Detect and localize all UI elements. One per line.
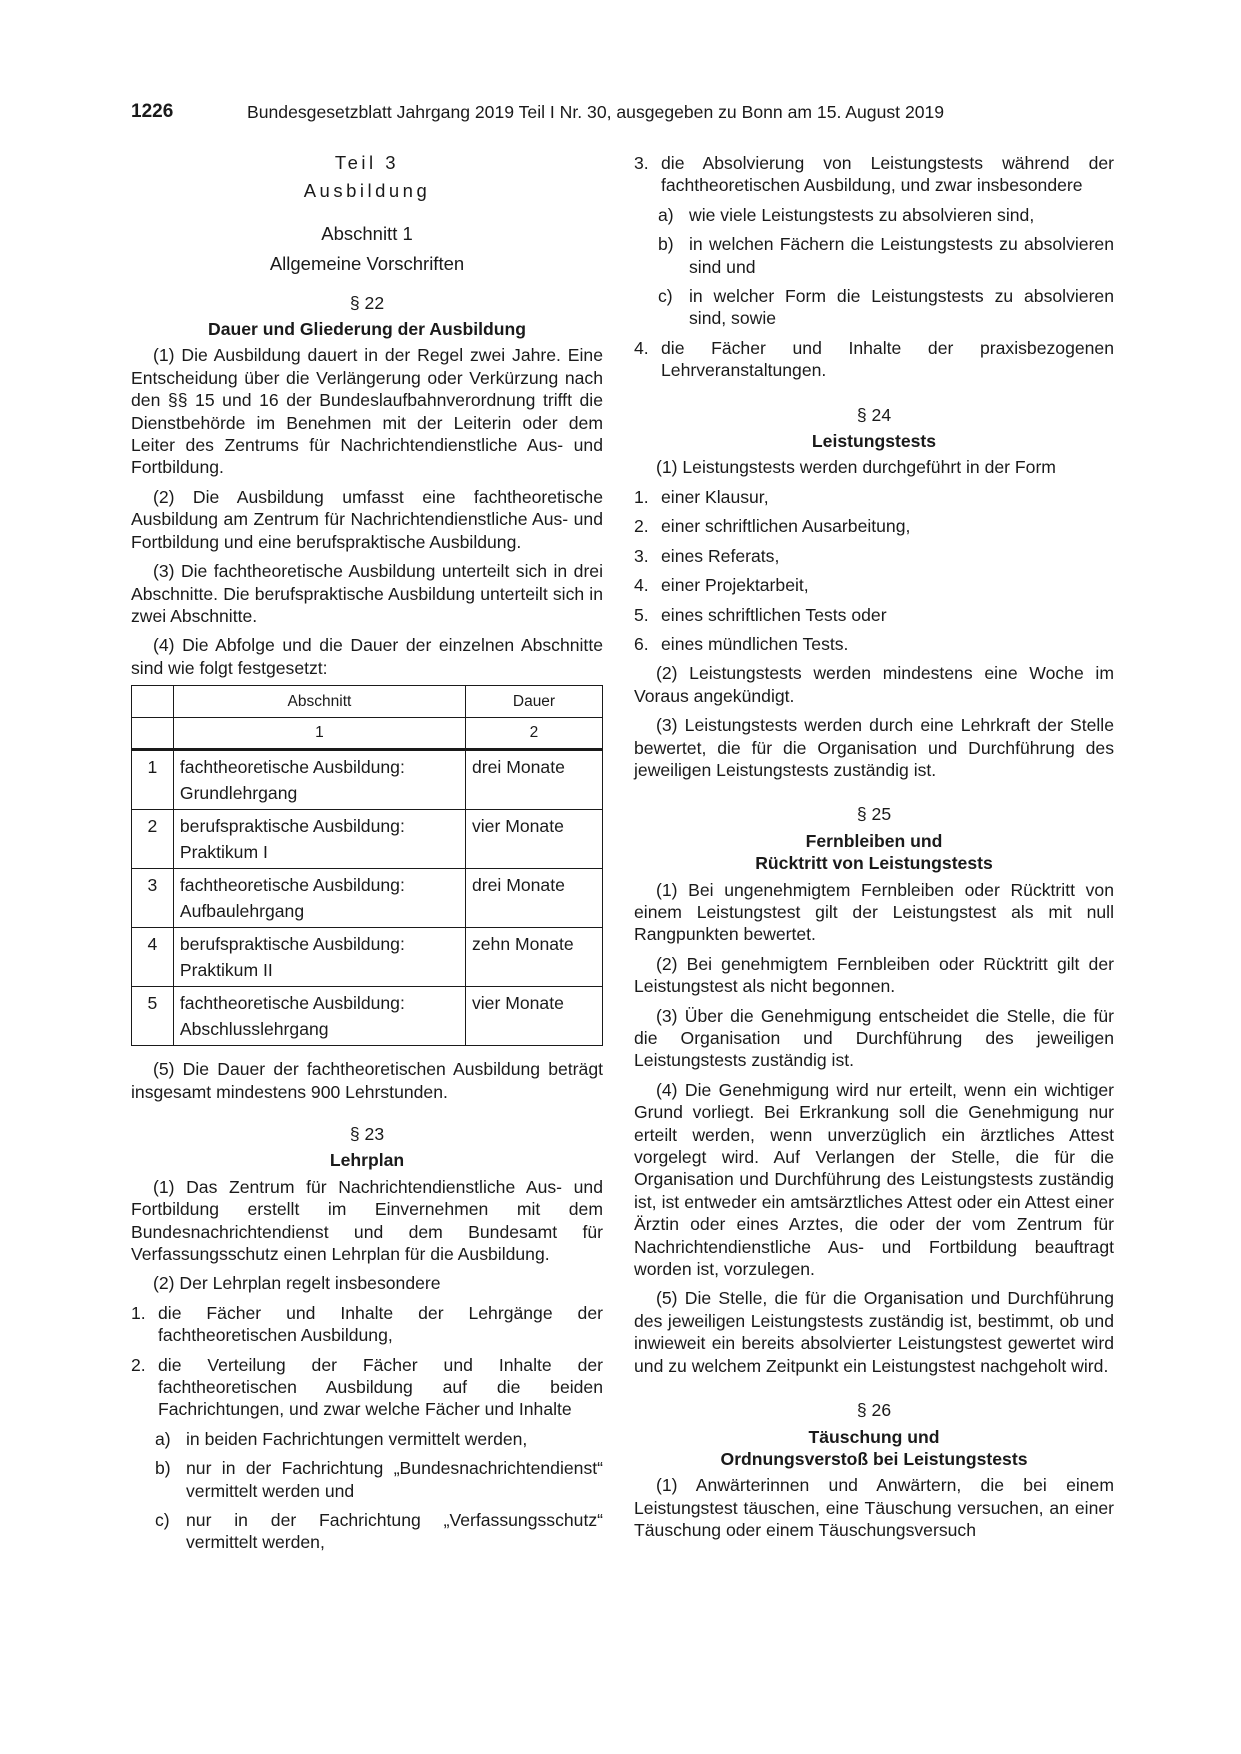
p24-abs1: (1) Leistungstests werden durchgeführt in der Form xyxy=(656,457,1056,478)
table-cell-dauer: zehn Monate xyxy=(465,928,602,987)
table-cell-nr: 1 xyxy=(132,750,174,810)
list-item xyxy=(634,633,1114,655)
section-heading: Abschnitt 1 xyxy=(321,222,413,244)
list-item xyxy=(634,486,1114,508)
abschnitt-type: fachtheoretische Ausbildung: xyxy=(179,757,405,778)
sub-list-item-text: wie viele Leistungstests zu absolvieren sind, xyxy=(689,204,1035,225)
p25-abs5: (5) Die Stelle, die für die Organisation und Durchführung des jeweiligen Leistungstests zuständig ist, bestimmt, ob und inwieweit ein bereits absolvierter Leistungstest gewertet wird und zu welchem Zeitpunkt ein Leistungstest nachgeholt wird. xyxy=(634,1288,1114,1376)
abschnitt-name: Grundlehrgang xyxy=(179,783,298,804)
sub-list-item xyxy=(634,204,1114,226)
table-header-abschnitt: Abschnitt xyxy=(173,686,465,718)
p22-abs5: (5) Die Dauer der fachtheoretischen Ausbildung beträgt insgesamt mindestens 900 Lehrstunden. xyxy=(131,1059,603,1102)
running-head: Bundesgesetzblatt Jahrgang 2019 Teil I Nr. 30, ausgegeben zu Bonn am 15. August 2019 xyxy=(247,102,945,122)
list-item-number: 3. xyxy=(634,545,649,566)
list-item xyxy=(131,1354,603,1421)
p24-abs3: (3) Leistungstests werden durch eine Lehrkraft der Stelle bewertet, die für die Organisation und Durchführung des jeweiligen Leistungstests zuständig ist. xyxy=(634,715,1114,780)
table-cell-nr: 5 xyxy=(132,987,174,1046)
page-number: 1226 xyxy=(131,101,174,122)
sub-list-item xyxy=(131,1428,603,1450)
list-item-number: 4. xyxy=(634,337,649,358)
sub-list-item-text: nur in der Fachrichtung „Verfassungsschutz“ vermittelt werden, xyxy=(186,1510,603,1553)
abschnitt-type: fachtheoretische Ausbildung: xyxy=(179,875,405,896)
table-cell-dauer: drei Monate xyxy=(465,869,602,928)
page-header xyxy=(131,101,1115,127)
table-cell-abschnitt xyxy=(173,928,465,987)
sub-list-item-letter: c) xyxy=(155,1510,170,1531)
p25-abs1: (1) Bei ungenehmigtem Fernbleiben oder Rücktritt von einem Leistungstest gilt der Leistungstest als mit null Rangpunkten bewertet. xyxy=(634,879,1114,945)
table-header-dauer: Dauer xyxy=(465,686,602,718)
list-item-text: eines Referats, xyxy=(661,545,780,566)
table-cell-nr: 2 xyxy=(132,810,174,869)
list-item-number: 6. xyxy=(634,633,649,654)
table-cell-abschnitt xyxy=(173,869,465,928)
right-column xyxy=(634,152,1114,1549)
table-colnum-empty xyxy=(132,718,174,750)
sub-list-item xyxy=(634,285,1114,330)
paragraph-title-25-line1: Fernbleiben und xyxy=(805,830,943,851)
table-cell-nr: 4 xyxy=(132,928,174,987)
list-item xyxy=(634,515,1114,537)
table-header-empty xyxy=(132,686,174,718)
paragraph-title-26-line2: Ordnungsverstoß bei Leistungstests xyxy=(720,1448,1028,1469)
left-column xyxy=(131,152,603,1561)
sub-list-item-text: in welcher Form die Leistungstests zu absolvieren sind, sowie xyxy=(689,286,1114,329)
abschnitt-name: Abschlusslehrgang xyxy=(179,1019,329,1040)
abschnitt-name: Praktikum I xyxy=(179,842,268,863)
table-cell-dauer: vier Monate xyxy=(465,987,602,1046)
section-title: Allgemeine Vorschriften xyxy=(269,253,465,275)
list-item-text: die Fächer und Inhalte der Lehrgänge der fachtheoretischen Ausbildung, xyxy=(158,1302,603,1346)
paragraph-title-24: Leistungstests xyxy=(811,431,937,452)
table-row xyxy=(132,750,603,810)
list-item-number: 1. xyxy=(131,1302,146,1323)
list-item-text: die Absolvierung von Leistungstests während der fachtheoretischen Ausbildung, und zwar insbesondere xyxy=(661,153,1114,196)
table-cell-nr: 3 xyxy=(132,869,174,928)
paragraph-sign-24: § 24 xyxy=(856,404,892,425)
sub-list-item-letter: b) xyxy=(155,1458,171,1479)
list-item-text: einer Projektarbeit, xyxy=(661,575,809,596)
abschnitt-type: berufspraktische Ausbildung: xyxy=(179,934,405,955)
paragraph-sign-26: § 26 xyxy=(856,1400,892,1421)
sub-list-item-letter: a) xyxy=(155,1428,171,1449)
list-item-number: 2. xyxy=(131,1354,146,1375)
table-cell-dauer: vier Monate xyxy=(465,810,602,869)
list-item-text: die Verteilung der Fächer und Inhalte der fachtheoretischen Ausbildung auf die beiden Fachrichtungen, und zwar welche Fächer und Inhalte xyxy=(158,1354,603,1420)
sub-list-item xyxy=(131,1509,603,1554)
paragraph-title-26-line1: Täuschung und xyxy=(808,1426,940,1447)
list-item-text: eines mündlichen Tests. xyxy=(661,633,849,654)
sub-list-item-text: in beiden Fachrichtungen vermittelt werden, xyxy=(186,1428,528,1449)
list-item xyxy=(634,152,1114,197)
sub-list-item-letter: c) xyxy=(658,286,673,307)
table-row xyxy=(132,869,603,928)
list-item xyxy=(131,1302,603,1347)
table-header-row xyxy=(132,686,603,718)
list-item-number: 5. xyxy=(634,604,649,625)
list-item xyxy=(634,604,1114,626)
list-item-text: die Fächer und Inhalte der praxisbezogenen Lehrveranstaltungen. xyxy=(661,337,1114,381)
table-colnum-1: 1 xyxy=(173,718,465,750)
sub-list-item xyxy=(131,1457,603,1502)
table-column-number-row xyxy=(132,718,603,750)
table-row xyxy=(132,987,603,1046)
table-cell-abschnitt xyxy=(173,810,465,869)
p26-abs1: (1) Anwärterinnen und Anwärtern, die bei einem Leistungstest täuschen, eine Täuschung versuchen, an einer Täuschung oder einem Täuschungsversuch xyxy=(634,1475,1114,1541)
list-item xyxy=(634,337,1114,382)
paragraph-sign-22: § 22 xyxy=(349,292,385,313)
table-cell-abschnitt xyxy=(173,750,465,810)
list-item xyxy=(634,574,1114,596)
abschnitt-type: berufspraktische Ausbildung: xyxy=(179,816,405,837)
sub-list-item-letter: b) xyxy=(658,234,674,255)
list-item-number: 4. xyxy=(634,575,649,596)
part-title: Ausbildung xyxy=(303,180,431,202)
paragraph-title-23: Lehrplan xyxy=(329,1150,405,1171)
part-heading: Teil 3 xyxy=(334,152,400,173)
table-row xyxy=(132,810,603,869)
p24-abs2: (2) Leistungstests werden mindestens eine Woche im Voraus angekündigt. xyxy=(634,663,1114,706)
p22-abs3: (3) Die fachtheoretische Ausbildung unterteilt sich in drei Abschnitte. Die berufspraktische Ausbildung unterteilt sich in zwei Abschnitte. xyxy=(131,561,603,626)
paragraph-sign-23: § 23 xyxy=(349,1123,385,1144)
list-item xyxy=(634,545,1114,567)
list-item-number: 1. xyxy=(634,486,649,507)
sub-list-item xyxy=(634,233,1114,278)
list-item-number: 2. xyxy=(634,516,649,537)
sub-list-item-text: nur in der Fachrichtung „Bundesnachrichtendienst“ vermittelt werden und xyxy=(186,1458,603,1501)
p22-abs4: (4) Die Abfolge und die Dauer der einzelnen Abschnitte sind wie folgt festgesetzt: xyxy=(131,635,603,678)
p23-abs2: (2) Der Lehrplan regelt insbesondere xyxy=(153,1273,441,1294)
p25-abs2: (2) Bei genehmigtem Fernbleiben oder Rücktritt gilt der Leistungstest als nicht begonnen. xyxy=(634,953,1114,997)
paragraph-title-22: Dauer und Gliederung der Ausbildung xyxy=(207,319,526,340)
table-colnum-2: 2 xyxy=(465,718,602,750)
p22-abs2: (2) Die Ausbildung umfasst eine fachtheoretische Ausbildung am Zentrum für Nachrichtendienstliche Aus- und Fortbildung und eine berufspraktische Ausbildung. xyxy=(131,486,603,552)
list-item-text: eines schriftlichen Tests oder xyxy=(661,604,887,625)
p23-abs1: (1) Das Zentrum für Nachrichtendienstliche Aus- und Fortbildung erstellt im Einvernehmen mit dem Bundesnachrichtendienst und dem Bundesamt für Verfassungsschutz einen Lehrplan für die Ausbildung. xyxy=(131,1176,603,1264)
list-item-text: einer Klausur, xyxy=(661,486,769,507)
duration-table xyxy=(131,685,603,1046)
table-cell-abschnitt xyxy=(173,987,465,1046)
sub-list-item-letter: a) xyxy=(658,204,674,225)
p22-abs1: (1) Die Ausbildung dauert in der Regel zwei Jahre. Eine Entscheidung über die Verlängerung oder Verkürzung nach den §§ 15 und 16 der Bundeslaufbahnverordnung trifft die Dienstbehörde im Benehmen mit der Leiterin oder dem Leiter des Zentrums für Nachrichtendienstliche Aus- und Fortbildung. xyxy=(131,345,603,478)
abschnitt-name: Aufbaulehrgang xyxy=(179,901,305,922)
paragraph-title-25-line2: Rücktritt von Leistungstests xyxy=(755,853,993,874)
list-item-text: einer schriftlichen Ausarbeitung, xyxy=(661,516,911,537)
sub-list-item-text: in welchen Fächern die Leistungstests zu absolvieren sind und xyxy=(689,234,1114,277)
abschnitt-name: Praktikum II xyxy=(179,960,273,981)
p25-abs3: (3) Über die Genehmigung entscheidet die Stelle, die für die Organisation und Durchführung des jeweiligen Leistungstests zuständig ist. xyxy=(634,1005,1114,1071)
table-row xyxy=(132,928,603,987)
list-item-number: 3. xyxy=(634,153,649,173)
paragraph-sign-25: § 25 xyxy=(856,804,892,825)
abschnitt-type: fachtheoretische Ausbildung: xyxy=(179,993,405,1014)
p25-abs4: (4) Die Genehmigung wird nur erteilt, wenn ein wichtiger Grund vorliegt. Bei Erkrankung soll die Genehmigung nur erteilt werden, wenn unverzüglich ein ärztliches Attest vorgelegt wird. Auf Verlangen der Stelle, die für die Organisation und Durchführung des Leistungstests zuständig ist, ist entweder ein amtsärztliches Attest oder ein Attest einer Ärztin oder eines Arztes, die oder der vom Zentrum für Nachrichtendienstliche Aus- und Fortbildung beauftragt worden ist, vorzulegen. xyxy=(634,1079,1114,1280)
table-cell-dauer: drei Monate xyxy=(465,750,602,810)
